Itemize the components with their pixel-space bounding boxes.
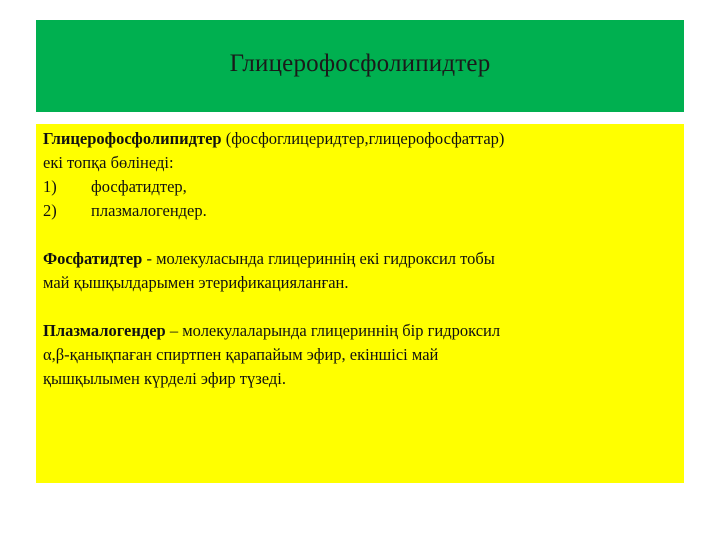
paragraph3-term: Плазмалогендер xyxy=(43,321,166,340)
paragraph-spacer xyxy=(43,223,678,247)
paragraph2-line1-text: - молекуласында глицериннің екі гидроксил тобы xyxy=(142,249,495,268)
paragraph2-line2: май қышқылдарымен этерификацияланған. xyxy=(43,273,349,292)
list-text: фосфатидтер, xyxy=(91,177,187,196)
paragraph-spacer xyxy=(43,295,678,319)
paragraph2-line1 xyxy=(43,247,678,271)
paragraph3-line1 xyxy=(43,319,678,343)
paragraph1-line1-text: (фосфоглицеридтер,глицерофосфаттар) xyxy=(221,129,505,148)
paragraph1-line2: екі топқа бөлінеді: xyxy=(43,153,174,172)
list-item xyxy=(43,175,678,199)
paragraph3-line2: α,β-қанықпаған спиртпен қарапайым эфир, екіншісі май xyxy=(43,345,439,364)
list-item xyxy=(43,199,678,223)
title-banner xyxy=(36,20,684,112)
list-number: 1) xyxy=(43,177,57,196)
paragraph1-term: Глицерофосфолипидтер xyxy=(43,129,222,148)
paragraph1-line1 xyxy=(43,127,678,151)
paragraph3-line3: қышқылымен күрделі эфир түзеді. xyxy=(43,369,286,388)
paragraph2-term: Фосфатидтер xyxy=(43,249,143,268)
content-panel xyxy=(36,124,684,483)
list-text: плазмалогендер. xyxy=(91,201,207,220)
list-number: 2) xyxy=(43,201,57,220)
slide-title: Глицерофосфолипидтер xyxy=(229,50,491,77)
paragraph3-line1-text: – молекулаларында глицериннің бір гидроксил xyxy=(165,321,501,340)
